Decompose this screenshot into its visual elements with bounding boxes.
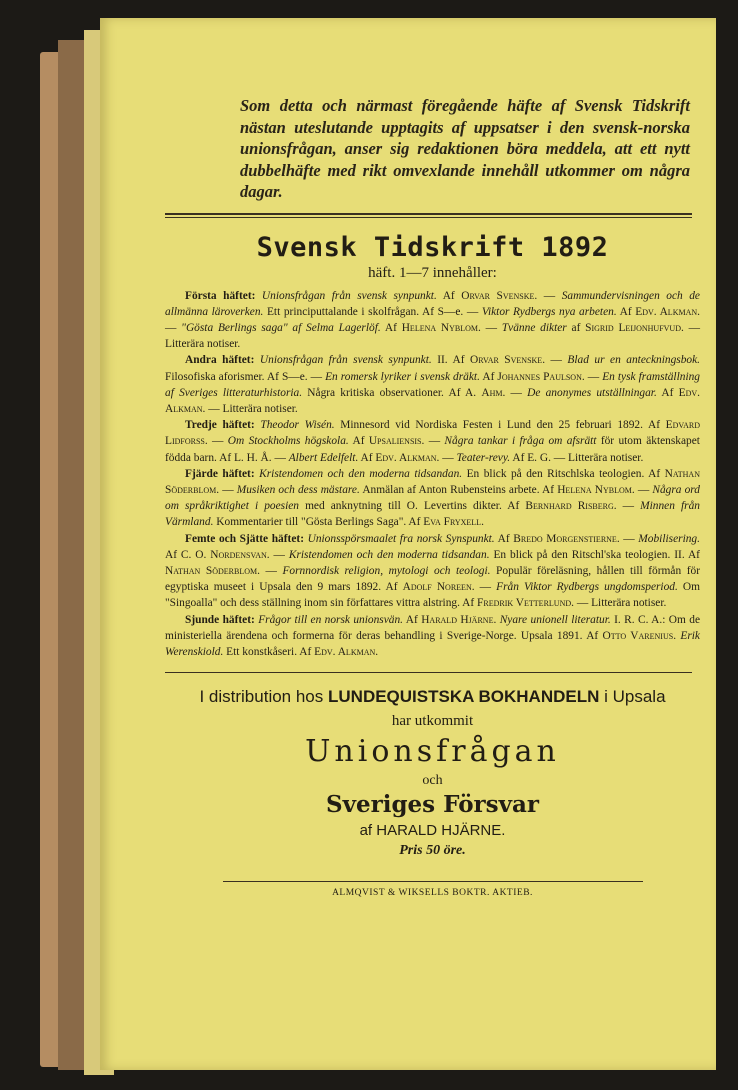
- issue-label: Femte och Sjätte häftet:: [185, 532, 304, 545]
- author-name: Nordensvan.: [210, 548, 270, 561]
- article-title: Nyare unionell literatur.: [499, 613, 611, 626]
- article-title: Om Stockholms högskola.: [227, 435, 349, 448]
- contents-text: Kommentarier till "Gösta Berlings Saga". Af: [213, 516, 424, 529]
- contents-text: Af: [358, 451, 376, 464]
- contents-entry: [165, 352, 700, 417]
- article-title: Viktor Rydbergs nya arbeten.: [481, 305, 617, 318]
- contents-entry: [165, 466, 700, 531]
- author-name: Helena Nyblom.: [401, 321, 481, 334]
- author-name: Edv. Alkman.: [375, 451, 440, 464]
- issue-label: Andra häftet:: [185, 354, 255, 367]
- contents-text: Af: [656, 386, 679, 399]
- author-line: af HARALD HJÄRNE.: [359, 822, 506, 840]
- contents-entry: [165, 417, 700, 466]
- author-name: Upsaliensis.: [368, 435, 425, 448]
- har-utkommit: har utkommit: [391, 713, 474, 730]
- contents-text: Af: [380, 321, 402, 334]
- price: Pris 50 öre.: [399, 843, 466, 859]
- contents-text: Af E. G. — Litterära notiser.: [510, 451, 644, 464]
- article-title: Tvänne dikter: [501, 321, 567, 334]
- article-title: Från Viktor Rydbergs ungdomsperiod.: [496, 581, 678, 594]
- contents-text: med anknytning till O. Levertins dikter. Af: [299, 500, 526, 513]
- divider: [165, 672, 692, 673]
- contents-text: af: [566, 321, 586, 334]
- book-title-1: Unionsfrågan: [305, 734, 560, 770]
- article-title: En romersk lyriker i svensk dräkt.: [325, 370, 480, 383]
- contents-text: II. Af: [431, 354, 471, 367]
- contents-text: Af C. O.: [165, 548, 211, 561]
- contents-text: —: [584, 370, 603, 383]
- masthead-title: Svensk Tidskrift 1892: [256, 231, 609, 263]
- contents-text: Om "Singoalla" och dess ställning inom sin författares vittra alstring. Af: [165, 581, 700, 610]
- distribution-suffix: i Upsala: [604, 687, 666, 707]
- article-title: Erik Werenskiold.: [165, 629, 700, 658]
- author-name: Bredo Morgenstierne.: [513, 532, 620, 545]
- issue-label: Sjunde häftet:: [185, 613, 255, 626]
- contents-text: —: [505, 386, 528, 399]
- contents-text: —: [165, 321, 182, 334]
- issue-label: Fjärde häftet:: [185, 467, 255, 480]
- author-name: Johannes Paulson.: [497, 370, 585, 383]
- contents-text: Af: [403, 613, 422, 626]
- contents-text: —: [259, 564, 283, 577]
- author-name: Otto Varenius.: [602, 629, 677, 642]
- distribution-line: [165, 687, 700, 707]
- author-name: Edv. Alkman.: [165, 386, 700, 415]
- article-title: Unionsfrågan från svensk synpunkt.: [261, 289, 437, 302]
- article-title: Theodor Wisén.: [260, 419, 335, 432]
- contents-text: En blick på den Ritschlska teologien. Af: [462, 467, 665, 480]
- article-title: Albert Edelfelt.: [288, 451, 359, 464]
- contents-text: —: [439, 451, 457, 464]
- page-content: [165, 95, 700, 898]
- author-name: Orvar Svenske.: [470, 354, 546, 367]
- contents-text: —: [219, 483, 237, 496]
- author-name: Harald Hjärne.: [421, 613, 497, 626]
- article-title: Musiken och dess mästare.: [236, 483, 360, 496]
- contents-text: Ett principuttalande i skolfrågan. Af S—e. —: [263, 305, 482, 318]
- divider: [223, 881, 643, 882]
- author-name: Edv. Alkman.: [635, 305, 700, 318]
- article-title: Unionsspörsmaalet fra norsk Synspunkt.: [307, 532, 495, 545]
- contents-text: Filosofiska aforismer. Af S—e. —: [165, 370, 326, 383]
- contents-text: Minnesord vid Nordiska Festen i Lund den 25 februari 1892. Af: [334, 419, 666, 432]
- book-title-2: Sveriges Försvar: [326, 791, 539, 819]
- contents-entry: [165, 288, 700, 353]
- divider: [165, 213, 692, 218]
- author-name: Helena Nyblom.: [557, 483, 635, 496]
- contents-text: —: [545, 354, 568, 367]
- author-name: Edvard Lidforss.: [165, 419, 700, 448]
- issue-label: Tredje häftet:: [185, 419, 255, 432]
- publisher-name: LUNDEQUISTSKA BOKHANDELN: [328, 687, 600, 707]
- article-title: Teater-revy.: [456, 451, 511, 464]
- contents-text: Af: [436, 289, 462, 302]
- contents-text: —: [616, 500, 641, 513]
- contents-text: — Litterära notiser.: [573, 597, 667, 610]
- contents-text: Af: [479, 370, 498, 383]
- contents-text: för utom äktenskapet födda barn. Af L. H. Å. —: [165, 435, 700, 464]
- author-name: Edv. Alkman.: [314, 645, 379, 658]
- contents-entry: [165, 531, 700, 612]
- author-name: Sigrid Leijonhufvud.: [585, 321, 684, 334]
- contents-text: Af: [348, 435, 369, 448]
- author-name: Orvar Svenske.: [461, 289, 538, 302]
- contents-entry: [165, 612, 700, 661]
- contents-text: En blick på den Ritschl'ska teologien. II. Af: [489, 548, 700, 561]
- contents-text: —: [537, 289, 562, 302]
- contents-text: —: [269, 548, 289, 561]
- article-title: De anonymes utställningar.: [527, 386, 657, 399]
- article-title: En tysk framställning af Sveriges litteraturhistoria.: [165, 370, 701, 399]
- contents-text: I. R. C. A.: Om de ministeriella ärendena och formerna för deras behandling i Sverige-Norge. Upsala 1891. Af: [165, 613, 701, 642]
- contents-text: Några kritiska observationer. Af A.: [302, 386, 482, 399]
- article-title: Frågor till en norsk unionsvän.: [258, 613, 404, 626]
- author-name: Ahm.: [481, 386, 506, 399]
- contents-text: Af: [616, 305, 636, 318]
- article-title: "Gösta Berlings saga" af Selma Lagerlöf.: [181, 321, 381, 334]
- contents-text: — Litterära notiser.: [205, 402, 298, 415]
- contents-text: —: [480, 321, 502, 334]
- article-title: Några tankar i fråga om afsrätt: [444, 435, 597, 448]
- issue-label: Första häftet:: [185, 289, 256, 302]
- article-title: Kristendomen och den moderna tidsandan.: [288, 548, 490, 561]
- article-title: Sammundervisningen och de allmänna läroverken.: [165, 289, 700, 318]
- contents-text: —: [207, 435, 228, 448]
- author-name: Nathan Söderblom.: [165, 564, 260, 577]
- contents-text: Populär föreläsning, hållen till förmån för egyptiska museet i Upsala den 9 mars 1892. Af: [165, 564, 700, 594]
- article-title: Kristendomen och den moderna tidsandan.: [259, 467, 463, 480]
- printer-imprint: ALMQVIST & WIKSELLS BOKTR. AKTIEB.: [332, 888, 533, 899]
- contents-text: —: [474, 581, 497, 594]
- distribution-prefix: I distribution hos: [199, 687, 324, 707]
- article-title: Unionsfrågan från svensk synpunkt.: [259, 354, 432, 367]
- contents-text: Af: [494, 532, 514, 545]
- contents-text: Anmälan af Anton Rubensteins arbete. Af: [359, 483, 558, 496]
- contents-text: —: [619, 532, 639, 545]
- article-title: Blad ur en anteckningsbok.: [567, 354, 700, 367]
- author-name: Bernhard Risberg.: [525, 500, 617, 513]
- author-name: Adolf Noreen.: [402, 581, 475, 594]
- intro-notice: Som detta och närmast föregående häfte af Svensk Tidskrift nästan uteslutande upptagits af uppsatser i den svensk-norska unionsfrågan, anser sig redaktionen böra meddela, att ett nytt dubbelhäfte med rikt omvexlande innehåll utkommer om några dagar.: [240, 96, 690, 201]
- contents-text: —: [634, 483, 653, 496]
- author-name: Nathan Söderblom.: [165, 467, 700, 496]
- och-conjunction: och: [422, 773, 443, 789]
- masthead-subtitle: häft. 1—7 innehåller:: [368, 264, 497, 281]
- article-title: Minnen från Värmland.: [165, 500, 700, 529]
- author-name: Fredrik Vetterlund.: [477, 597, 574, 610]
- contents-list: [165, 288, 700, 661]
- article-title: Några ord om språkriktighet i poesien: [165, 483, 700, 513]
- author-name: Eva Fryxell.: [423, 516, 484, 529]
- contents-text: — Litterära notiser.: [165, 321, 701, 351]
- article-title: Fornnordisk religion, mytologi och teologi.: [282, 564, 491, 577]
- contents-text: Ett konstkåseri. Af: [223, 645, 315, 658]
- article-title: Mobilisering.: [638, 532, 700, 545]
- contents-text: —: [424, 435, 445, 448]
